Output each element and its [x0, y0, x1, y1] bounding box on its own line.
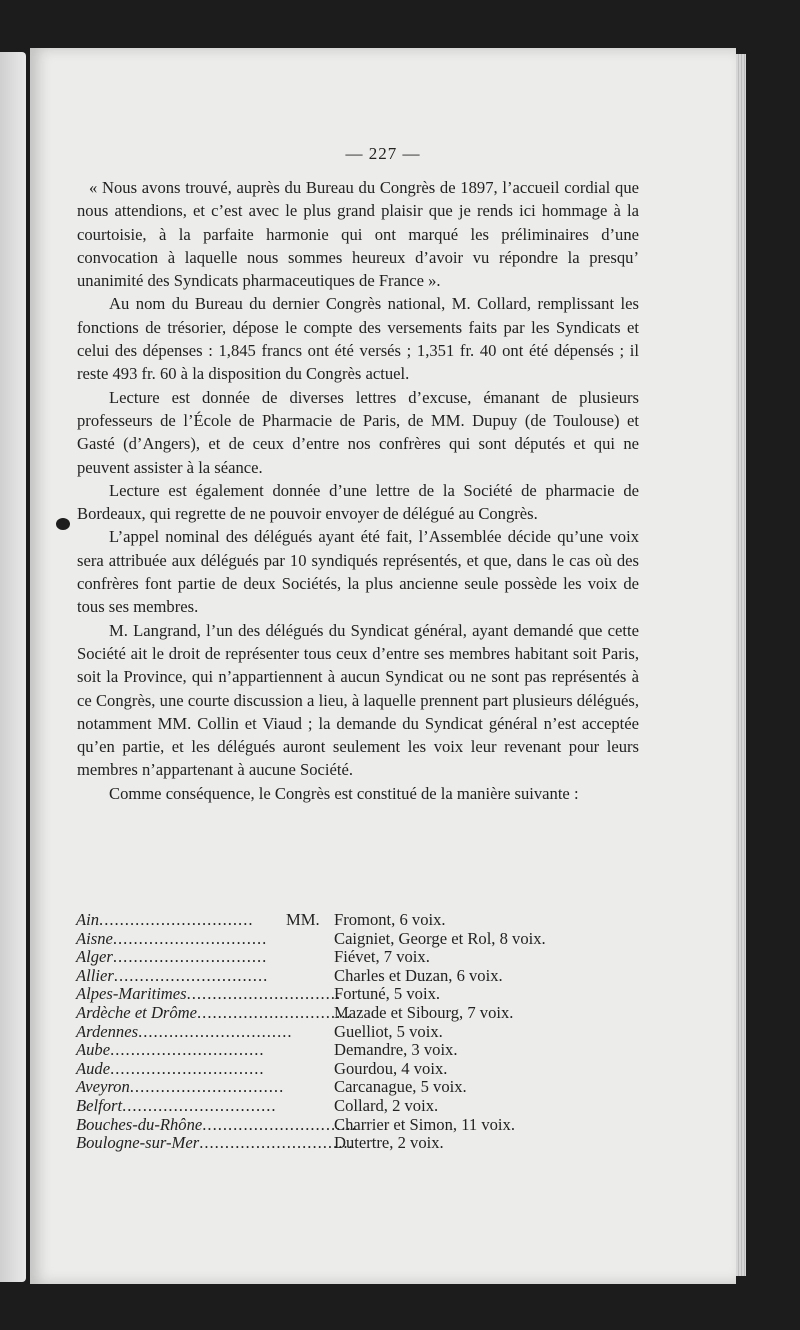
delegates-votes: Dutertre, 2 voix.: [334, 1133, 444, 1153]
department-name: Ardèche et Drôme: [76, 1002, 198, 1022]
list-item: [76, 985, 676, 1004]
leader-dots: ..............................: [138, 1021, 293, 1041]
paragraph-consequence: Comme conséquence, le Congrès est constitué de la manière suivante :: [109, 783, 579, 803]
department-name: Ardennes: [76, 1021, 139, 1041]
list-item: [76, 911, 676, 930]
leader-dots: ..............................: [186, 984, 342, 1004]
delegates-votes: Gourdou, 4 voix.: [334, 1058, 448, 1078]
department-name: Bouches-du-Rhône: [76, 1114, 203, 1134]
department-name: Allier: [76, 965, 114, 985]
list-item: [76, 1041, 676, 1060]
delegates-votes: Charles et Duzan, 6 voix.: [334, 965, 503, 985]
previous-page-edge: [0, 52, 26, 1282]
paragraph-quote: « Nous avons trouvé, auprès du Bureau du Congrès de 1897, l’accueil cordial que nous attendions, et c’est avec le plus grand plaisir que je rends ici hommage à la courtoisie, à la parfaite harmonie qui ont marqué les préliminaires d’une convocation à laquelle nous sommes heureux d’avoir vu répondre la presqu’ unanimité des Syndicats pharmaceutiques de France ».: [77, 178, 639, 291]
leader-dots: ..............................: [199, 1133, 354, 1153]
paragraph-excuses: Lecture est donnée de diverses lettres d’excuse, émanant de plusieurs professeurs de l’École de Pharmacie de Paris, de MM. Dupuy (de Toulouse) et Gasté (d’Angers), et de ceux d’entre nos confrères qui sont députés et qui ne peuvent assister à la séance.: [77, 387, 639, 477]
leader-dots: ..............................: [129, 1077, 285, 1097]
department-name: Aisne: [76, 928, 113, 948]
leader-dots: ..............................: [122, 1095, 277, 1115]
list-item: [76, 1023, 676, 1042]
list-item: [76, 1134, 676, 1153]
list-item: [76, 1116, 676, 1135]
list-item: [76, 1097, 676, 1116]
delegates-votes: Demandre, 3 voix.: [334, 1040, 458, 1060]
book-page: [30, 48, 736, 1284]
list-item: [76, 948, 676, 967]
department-name: Aube: [76, 1040, 111, 1060]
page-number: — 227 —: [345, 144, 421, 163]
delegates-list: [76, 911, 676, 1153]
leader-dots: ..............................: [112, 947, 268, 967]
leader-dots: ..............................: [113, 965, 269, 985]
delegates-votes: Mazade et Sibourg, 7 voix.: [334, 1002, 514, 1022]
department-name: Aveyron: [76, 1077, 130, 1097]
ink-stain: [56, 518, 70, 530]
leader-dots: ..............................: [110, 1058, 265, 1078]
delegates-votes: Collard, 2 voix.: [334, 1095, 439, 1115]
department-name: Ain: [76, 910, 100, 929]
leader-dots: ..............................: [197, 1002, 352, 1022]
department-name: Alpes-Maritimes: [76, 984, 187, 1004]
list-item: [76, 967, 676, 986]
body-text: [77, 176, 639, 805]
department-name: Aude: [76, 1058, 111, 1078]
leader-dots: ..............................: [99, 910, 254, 929]
paragraph-langrand: M. Langrand, l’un des délégués du Syndicat général, ayant demandé que cette Société ait le droit de représenter tous ceux d’entre ses membres habitant soit Paris, soit la Province, qui n’appartiennent à aucun Syndicat ou ne sont pas représentés à ce Congrès, une courte discussion a lieu, à laquelle prennent part plusieurs délégués, notamment MM. Collin et Viaud ; la demande du Syndicat général n’est acceptée qu’en partie, et les délégués auront seulement les voix leur revenant pour leurs membres n’appartenant à aucune Société.: [77, 620, 639, 780]
department-name: Boulogne-sur-Mer: [76, 1133, 200, 1153]
paragraph-roll-call: L’appel nominal des délégués ayant été fait, l’Assemblée décide qu’une voix sera attribuée aux délégués par 10 syndiqués représentés, et que, dans le cas où des confrères font partie de deux Sociétés, la plus ancienne seule possède les voix de tous ses membres.: [77, 527, 639, 617]
delegates-votes: Fortuné, 5 voix.: [334, 984, 441, 1004]
delegates-votes: Charrier et Simon, 11 voix.: [334, 1114, 515, 1134]
list-item: [76, 1004, 676, 1023]
delegates-votes: Fromont, 6 voix.: [334, 910, 446, 929]
leader-dots: ..............................: [202, 1114, 357, 1134]
delegates-votes: Carcanague, 5 voix.: [334, 1077, 467, 1097]
leader-dots: ..............................: [110, 1040, 265, 1060]
delegates-votes: Caigniet, George et Rol, 8 voix.: [334, 928, 546, 948]
leader-dots: ..............................: [112, 928, 268, 948]
list-item: [76, 1060, 676, 1079]
paragraph-bordeaux: Lecture est également donnée d’une lettre de la Société de pharmacie de Bordeaux, qui regrette de ne pouvoir envoyer de délégué au Congrès.: [77, 480, 639, 524]
list-item: [76, 1078, 676, 1097]
department-name: Belfort: [76, 1095, 123, 1115]
mm-label: MM.: [286, 910, 320, 929]
list-item: [76, 930, 676, 949]
paragraph-treasurer: Au nom du Bureau du dernier Congrès national, M. Collard, remplissant les fonctions de trésorier, dépose le compte des versements faits par les Syndicats et celui des dépenses : 1,845 francs ont été versés ; 1,351 fr. 40 ont été dépensés ; il reste 493 fr. 60 à la disposition du Congrès actuel.: [77, 294, 639, 384]
delegates-votes: Guelliot, 5 voix.: [334, 1021, 443, 1041]
delegates-votes: Fiévet, 7 voix.: [334, 947, 430, 967]
department-name: Alger: [76, 947, 113, 967]
